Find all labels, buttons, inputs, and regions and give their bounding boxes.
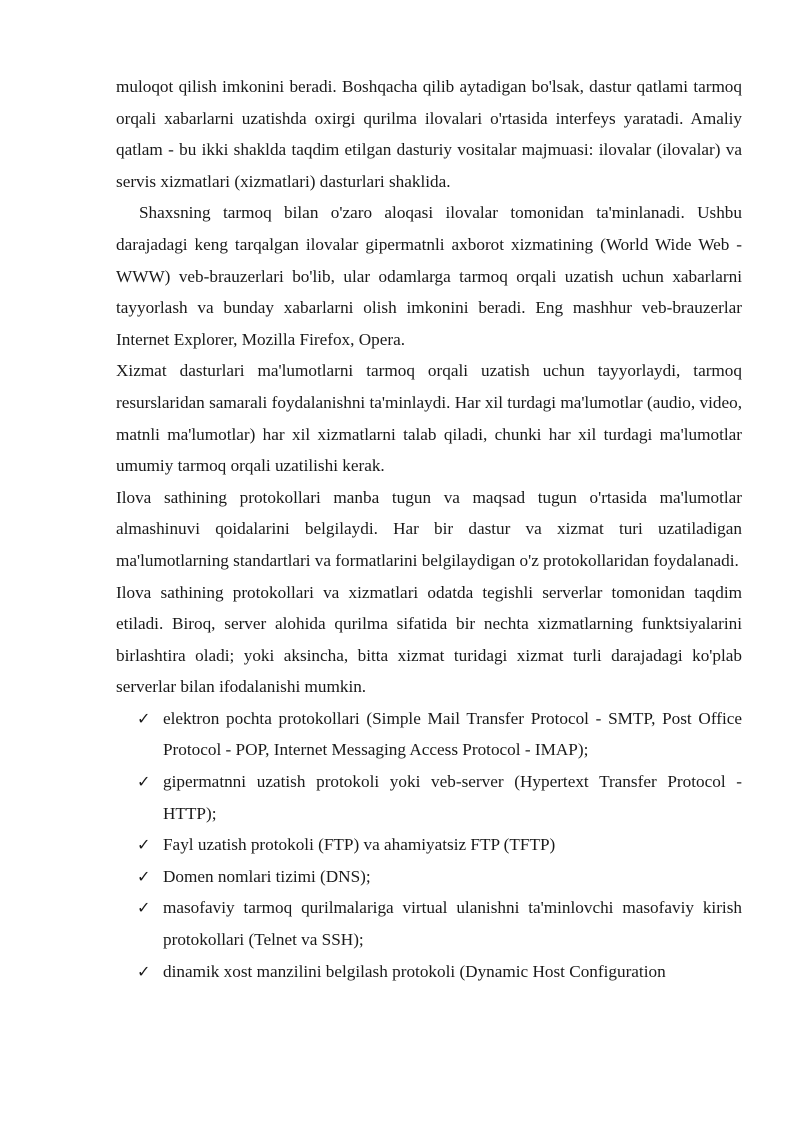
checkmark-icon: ✓ <box>137 866 151 886</box>
list-item <box>137 861 742 893</box>
list-item-text: Domen nomlari tizimi (DNS); <box>163 866 371 886</box>
list-item-text: masofaviy tarmoq qurilmalariga virtual ulanishni ta'minlovchi masofaviy kirish protokollari (Telnet va SSH); <box>163 898 742 950</box>
checkmark-icon: ✓ <box>137 898 151 918</box>
protocol-list <box>116 703 742 987</box>
document-page <box>116 71 742 987</box>
paragraph-service-programs: Xizmat dasturlari ma'lumotlarni tarmoq orqali uzatish uchun tayyorlaydi, tarmoq resurslaridan samarali foydalanishni ta'minlaydi. Har xil turdagi ma'lumotlar (audio, video, matnli ma'lumotlar) har xil xizmatlarni talab qiladi, chunki har xil turdagi ma'lumotlar umumiy tarmoq orqali uzatilishi kerak. <box>116 361 742 476</box>
list-item <box>137 956 742 988</box>
list-item <box>137 766 742 829</box>
list-item-text: Fayl uzatish protokoli (FTP) va ahamiyatsiz FTP (TFTP) <box>163 835 556 855</box>
checkmark-icon: ✓ <box>137 772 151 792</box>
paragraph-application-protocols: Ilova sathining protokollari manba tugun va maqsad tugun o'rtasida ma'lumotlar almashinuvi qoidalarini belgilaydi. Har bir dastur va xizmat turi uzatiladigan ma'lumotlarning standartlari va formatlarini belgilaydigan o'z protokollaridan foydalanadi. <box>116 487 742 570</box>
checkmark-icon: ✓ <box>137 835 151 855</box>
checkmark-icon: ✓ <box>137 708 151 728</box>
paragraph-servers: Ilova sathining protokollari va xizmatlari odatda tegishli serverlar tomonidan taqdim etiladi. Biroq, server alohida qurilma sifatida bir nechta xizmatlarning funktsiyalarini birlashtira oladi; yoki aksincha, bitta xizmat turidagi xizmat turli darajadagi ko'plab serverlar bilan ifodalanishi mumkin. <box>116 582 742 697</box>
checkmark-icon: ✓ <box>137 961 151 981</box>
paragraph-continuation: muloqot qilish imkonini beradi. Boshqacha qilib aytadigan bo'lsak, dastur qatlami tarmoq orqali xabarlarni uzatishda oxirgi qurilma ilovalari o'rtasida interfeys yaratadi. Amaliy qatlam - bu ikki shaklda taqdim etilgan dasturiy vositalar majmuasi: ilovalar (ilovalar) va servis xizmatlari (xizmatlari) dasturlari shaklida. <box>116 77 742 191</box>
paragraph-web-browsers: Shaxsning tarmoq bilan o'zaro aloqasi ilovalar tomonidan ta'minlanadi. Ushbu darajadagi keng tarqalgan ilovalar gipermatnli axborot xizmatining (World Wide Web - WWW) veb-brauzerlari bo'lib, ular odamlarga tarmoq orqali uzatish uchun xabarlarni tayyorlash va bunday xabarlarni olish imkonini beradi. Eng mashhur veb-brauzerlar Internet Explorer, Mozilla Firefox, Opera. <box>116 203 742 349</box>
list-item-text: gipermatnni uzatish protokoli yoki veb-server (Hypertext Transfer Protocol - HTTP); <box>163 772 742 823</box>
list-item-text: dinamik xost manzilini belgilash protokoli (Dynamic Host Configuration <box>163 961 666 981</box>
list-item-text: elektron pochta protokollari (Simple Mail Transfer Protocol - SMTP, Post Office Protocol - POP, Internet Messaging Access Protocol - IMAP); <box>163 708 742 760</box>
list-item <box>137 703 742 766</box>
list-item <box>137 829 742 861</box>
list-item <box>137 892 742 955</box>
